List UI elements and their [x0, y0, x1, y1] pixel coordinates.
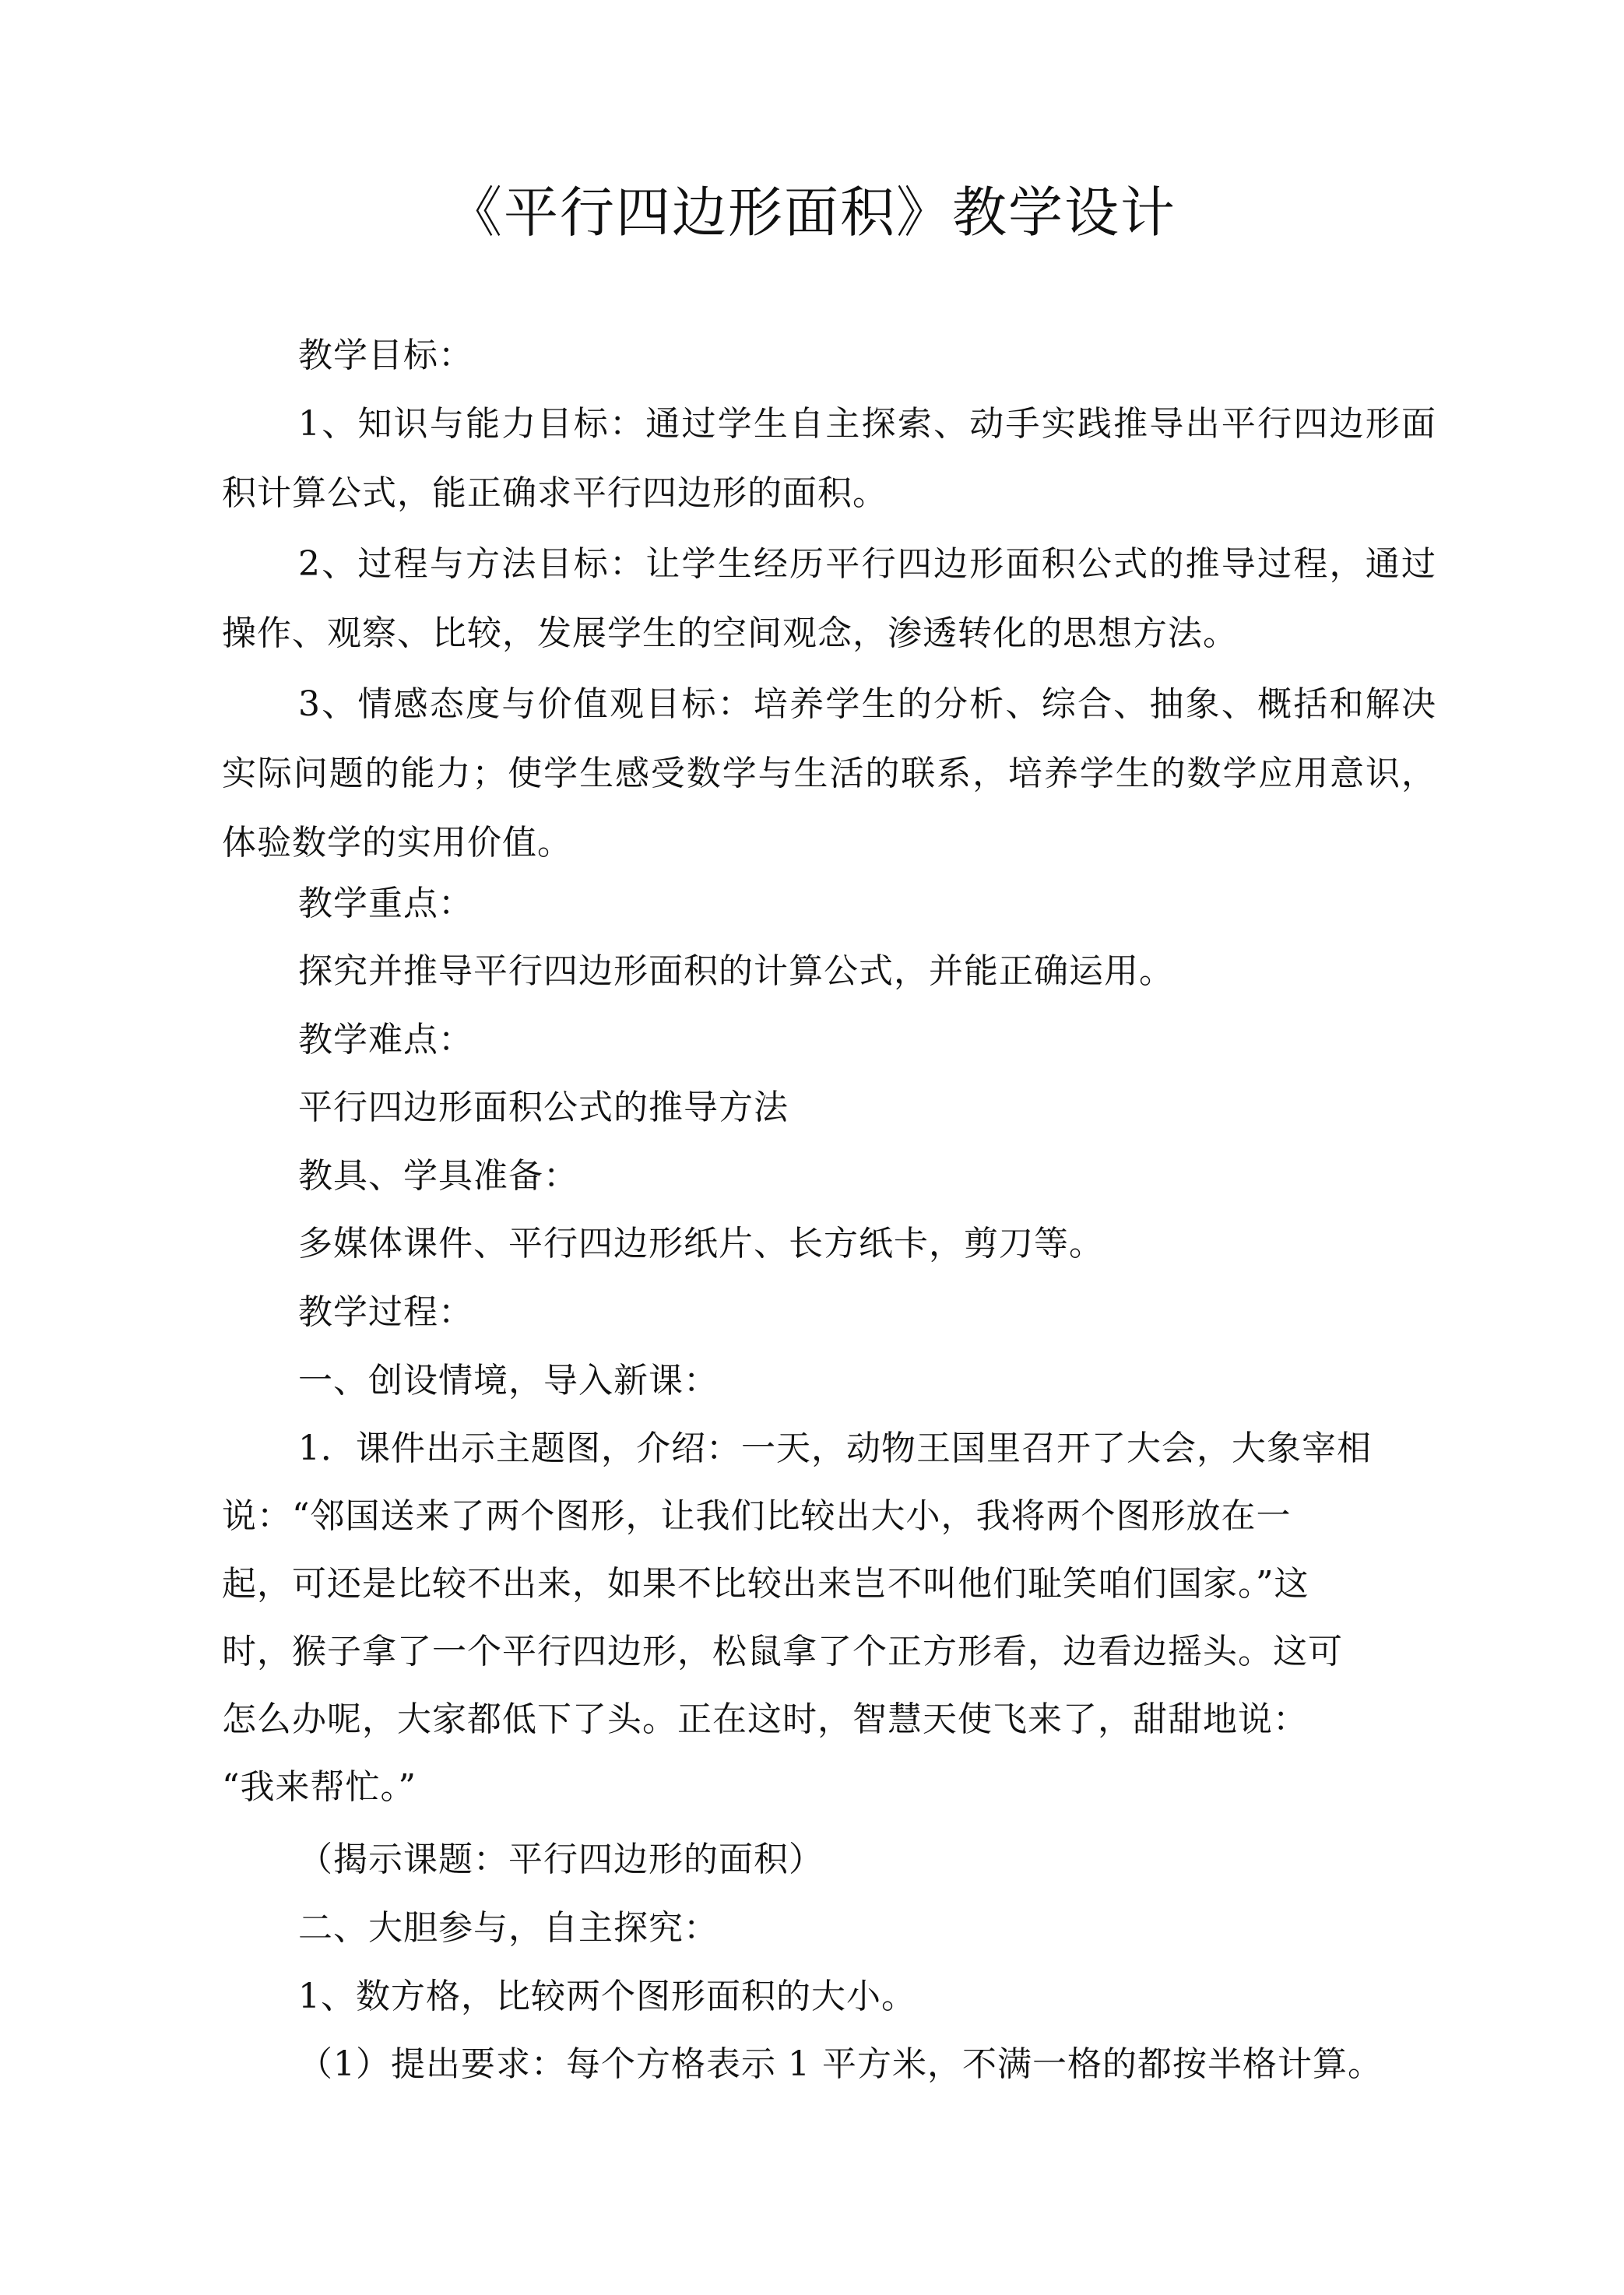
- section-1-line: 说：“邻国送来了两个图形，让我们比较出大小，我将两个图形放在一: [222, 1496, 1292, 1536]
- step-1-1: （1）提出要求：每个方格表示 1 平方米，不满一格的都按半格计算。: [298, 2044, 1383, 2084]
- section-1-title: 一、创设情境，导入新课：: [298, 1361, 719, 1401]
- process-heading: 教学过程：: [298, 1292, 473, 1332]
- objectives-heading: 教学目标：: [298, 336, 473, 375]
- materials-heading: 教具、学具准备：: [298, 1156, 578, 1196]
- document-title: 《平行四边形面积》教学设计: [448, 181, 1176, 244]
- reveal-topic: （揭示课题：平行四边形的面积）: [298, 1840, 824, 1879]
- materials-text: 多媒体课件、平行四边形纸片、长方纸卡，剪刀等。: [298, 1224, 1104, 1263]
- objective-item-3: 3、情感态度与价值观目标：培养学生的分析、综合、抽象、概括和解决实际问题的能力；使学生感受数学与生活的联系，培养学生的数学应用意识，体验数学的实用价值。: [222, 684, 1436, 863]
- step-1: 1、数方格，比较两个图形面积的大小。: [298, 1977, 916, 2016]
- difficulty-heading: 教学难点：: [298, 1020, 473, 1060]
- difficulty-text: 平行四边形面积公式的推导方法: [298, 1088, 789, 1127]
- objective-item-1: 1、知识与能力目标：通过学生自主探索、动手实践推导出平行四边形面积计算公式，能正确求平行四边形的面积。: [222, 404, 1436, 513]
- key-point-text: 探究并推导平行四边形面积的计算公式，并能正确运用。: [298, 951, 1174, 991]
- section-1-line: 怎么办呢，大家都低下了头。正在这时，智慧天使飞来了，甜甜地说：: [222, 1699, 1308, 1739]
- section-2-title: 二、大胆参与，自主探究：: [298, 1908, 719, 1948]
- section-1-line: 起，可还是比较不出来，如果不比较出来岂不叫他们耻笑咱们国家。”这: [222, 1564, 1309, 1604]
- key-point-heading: 教学重点：: [298, 884, 473, 923]
- section-1-line: “我来帮忙。”: [222, 1767, 417, 1807]
- section-1-line: 时，猴子拿了一个平行四边形，松鼠拿了个正方形看，边看边摇头。这可: [222, 1632, 1343, 1671]
- objective-item-2: 2、过程与方法目标：让学生经历平行四边形面积公式的推导过程，通过操作、观察、比较，发展学生的空间观念，渗透转化的思想方法。: [222, 544, 1436, 653]
- section-1-line: 1．课件出示主题图，介绍：一天，动物王国里召开了大会，大象宰相: [298, 1429, 1372, 1468]
